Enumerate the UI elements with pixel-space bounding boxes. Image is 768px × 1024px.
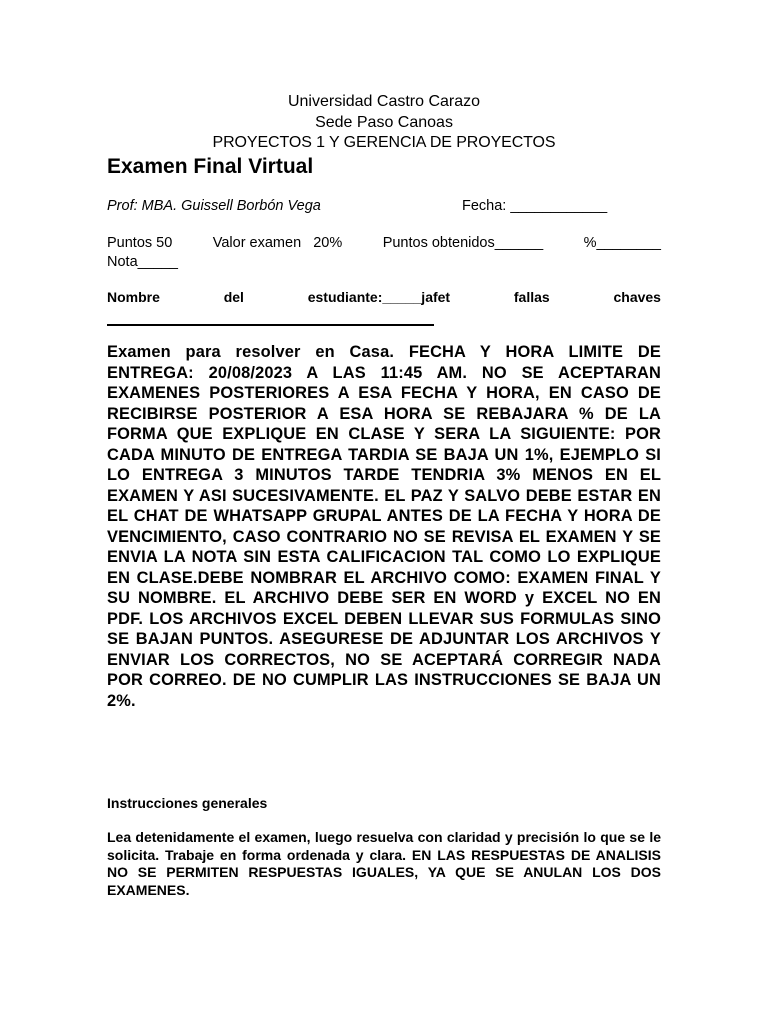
- student-name-word: chaves: [613, 289, 661, 305]
- campus-name: Sede Paso Canoas: [315, 113, 453, 131]
- university-name: Universidad Castro Carazo: [287, 93, 481, 110]
- general-instructions-body: Lea detenidamente el examen, luego resuelva con claridad y precisión lo que se le solicita. Trabaje en forma ordenada y clara. EN LAS RESPUESTAS DE ANALISIS NO SE PERMITEN RESPUESTAS IGUALES, YA QUE SE ANULAN LOS DOS EXAMENES.: [107, 829, 661, 898]
- date-field: Fecha: ____________: [462, 198, 608, 214]
- percent-field: %________: [583, 235, 661, 251]
- student-name-word: fallas: [513, 289, 550, 305]
- student-label-word: del: [223, 289, 244, 305]
- exam-value: Valor examen 20%: [212, 235, 343, 251]
- student-label-word: Nombre: [107, 289, 160, 305]
- exam-title: Examen Final Virtual: [107, 155, 314, 178]
- student-name-row: [107, 288, 661, 326]
- professor-date-row: [107, 198, 667, 214]
- points-obtained-field: Puntos obtenidos______: [382, 235, 544, 251]
- document-header: [0, 92, 768, 154]
- name-underline: [107, 308, 434, 326]
- grade-field: Nota_____: [107, 254, 178, 270]
- course-name: PROYECTOS 1 Y GERENCIA DE PROYECTOS: [212, 134, 556, 151]
- exam-instructions: Examen para resolver en Casa. FECHA Y HORA LIMITE DE ENTREGA: 20/08/2023 A LAS 11:45 AM. NO SE ACEPTARAN EXAMENES POSTERIORES A ESA FECHA Y HORA, EN CASO DE RECIBIRSE POSTERIOR A ESA HORA SE REBAJARA % DE LA FORMA QUE EXPLIQUE EN CLASE Y SERA LA SIGUIENTE: POR CADA MINUTO DE ENTREGA TARDIA SE BAJA UN 1%, EJEMPLO SI LO ENTREGA 3 MINUTOS TARDE TENDRIA 3% MENOS EN EL EXAMEN Y ASI SUCESIVAMENTE. EL PAZ Y SALVO DEBE ESTAR EN EL CHAT DE WHATSAPP GRUPAL ANTES DE LA FECHA Y HORA DE VENCIMIENTO, CASO CONTRARIO NO SE REVISA EL EXAMEN Y SE ENVIA LA NOTA SIN ESTA CALIFICACION TAL COMO LO EXPLIQUE EN CLASE.DEBE NOMBRAR EL ARCHIVO COMO: EXAMEN FINAL Y SU NOMBRE. EL ARCHIVO DEBE SER EN WORD y EXCEL NO EN PDF. LOS ARCHIVOS EXCEL DEBEN LLEVAR SUS FORMULAS SINO SE BAJAN PUNTOS. ASEGURESE DE ADJUNTAR LOS ARCHIVOS Y ENVIAR LOS CORRECTOS, NO SE ACEPTARÁ CORREGIR NADA POR CORREO. DE NO CUMPLIR LAS INSTRUCCIONES SE BAJA UN 2%.: [107, 343, 661, 710]
- total-points: Puntos 50: [107, 235, 173, 251]
- professor-name: Prof: MBA. Guissell Borbón Vega: [107, 198, 321, 214]
- general-instructions-heading: Instrucciones generales: [107, 795, 268, 811]
- student-label-word: estudiante:_____jafet: [307, 289, 451, 305]
- points-row: [107, 234, 661, 272]
